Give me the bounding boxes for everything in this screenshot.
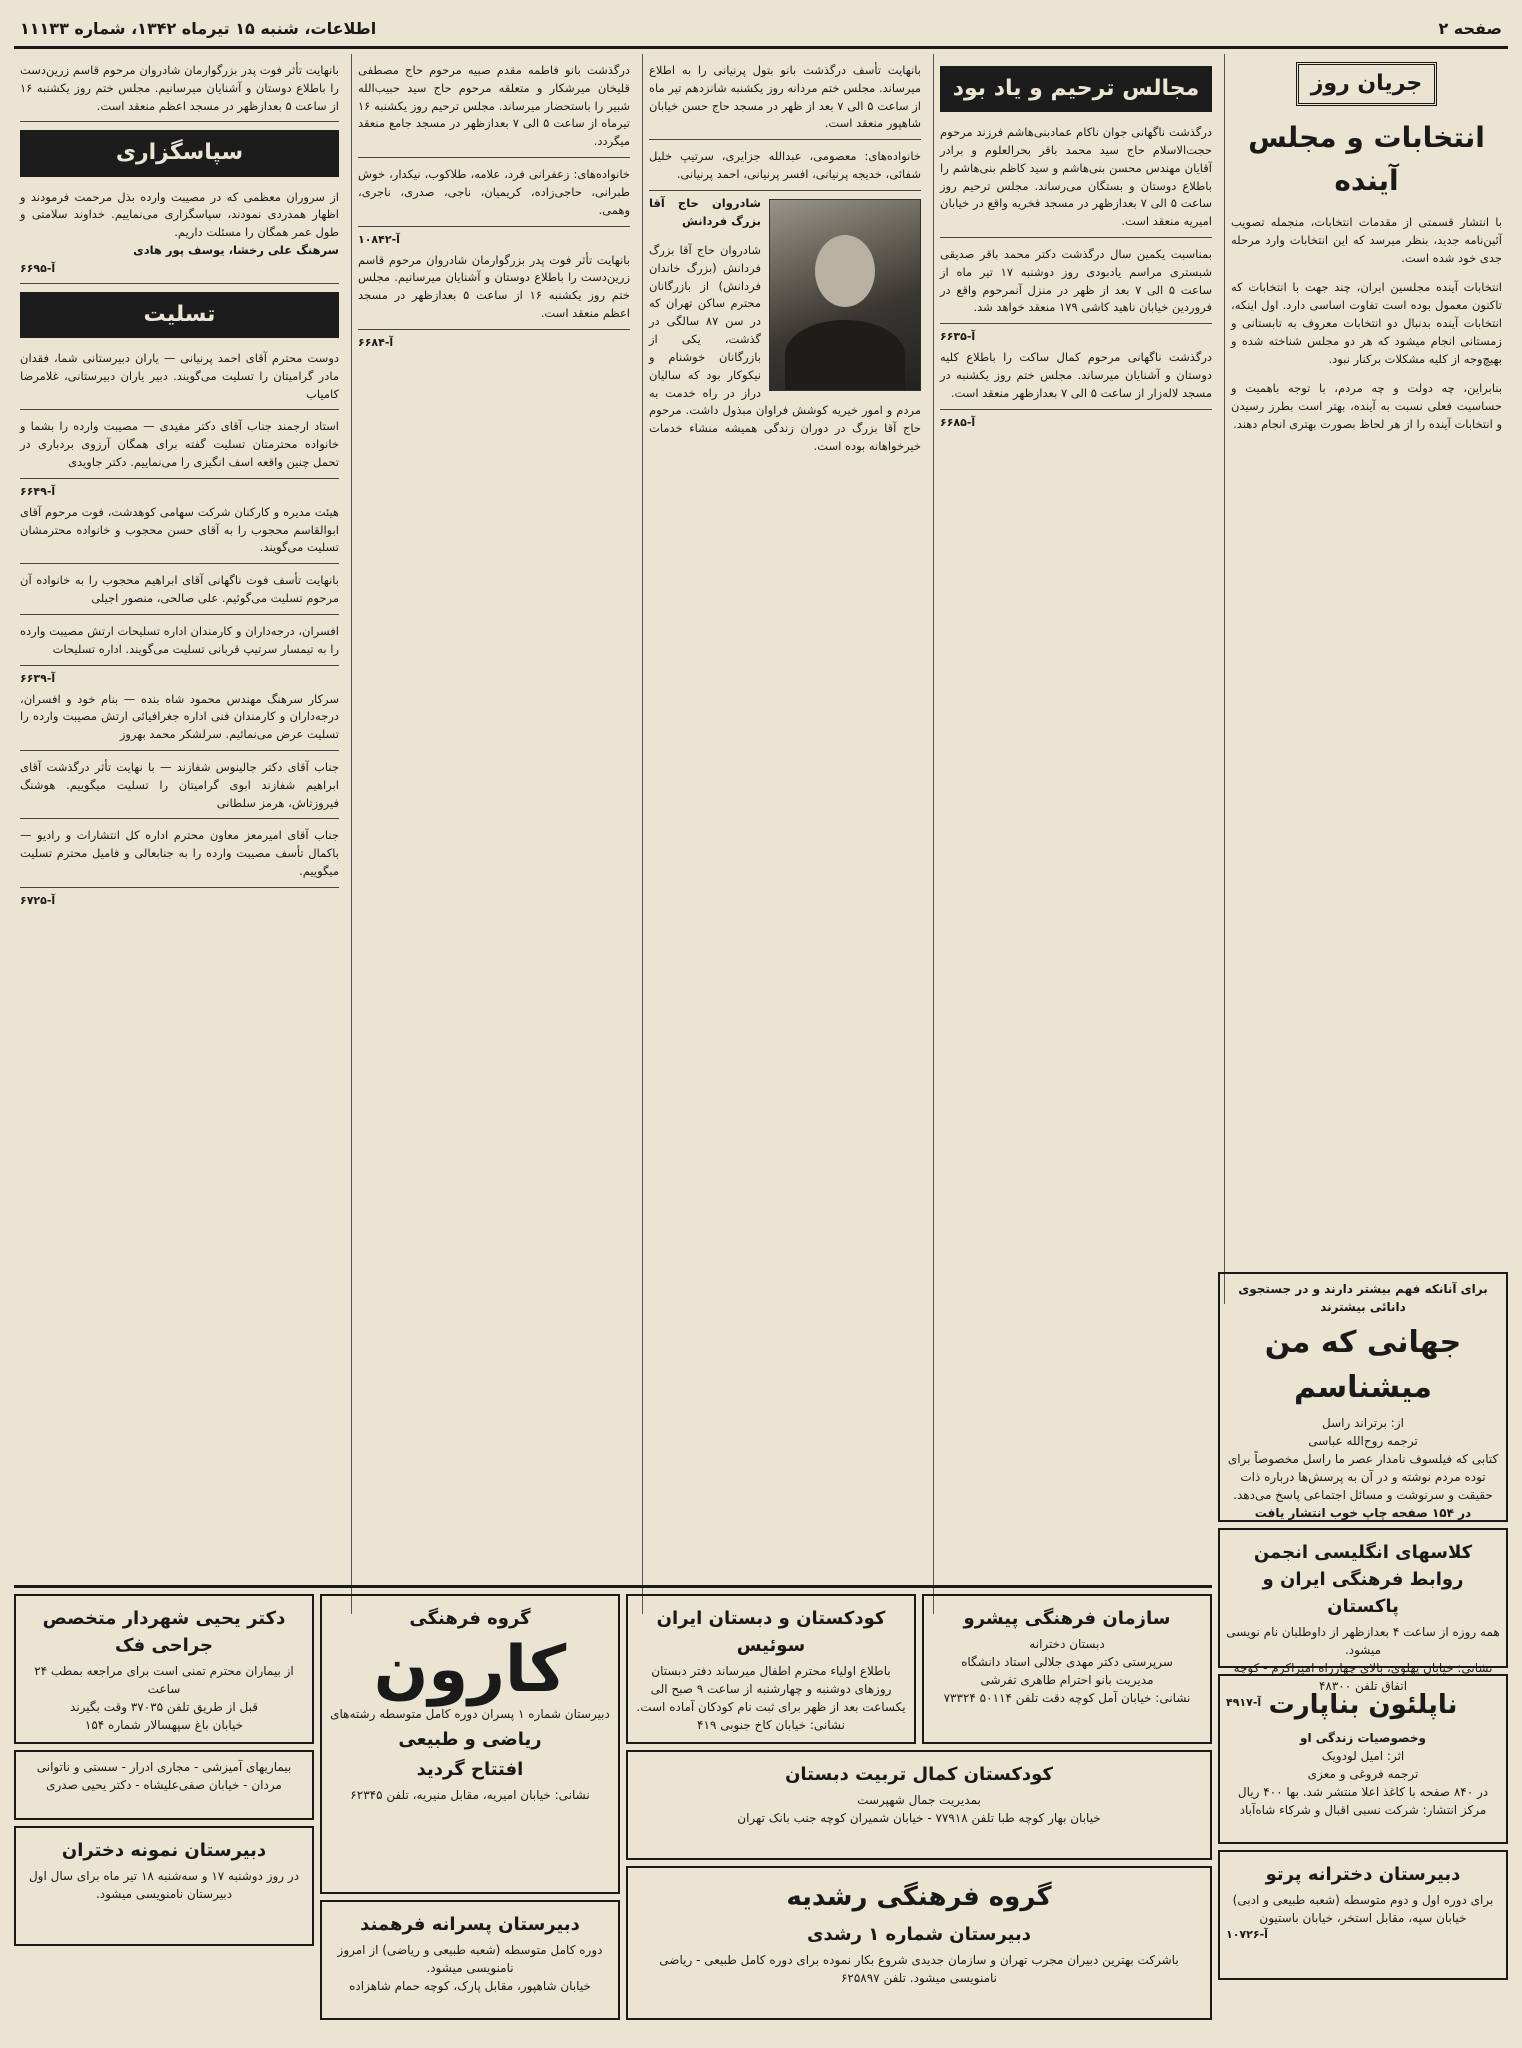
pishro-title: سازمان فرهنگی پیشرو — [963, 1608, 1171, 1629]
mourning-notice: خانواده‌های: زعفرانی فرد، علامه، طلاکوب، نیکدار، خوش طبرانی، حاجی‌زاده، کریمیان، ناجی، صدری، ناجری، وهمی. — [358, 162, 630, 226]
mourning-notice: بانهایت تأثر فوت پدر بزرگوارمان شادروان مرحوم قاسم زرین‌دست را باطلاع دوستان و آشنایان میرسانیم. مجلس ختم روز یکشنبه ۱۶ از ساعت ۵ بعدازظهر در مسجد اعظم منعقد است. — [358, 248, 630, 330]
book-ad-title: جهانی که من میشناسم — [1264, 1325, 1462, 1405]
napoleon-text: در ۸۴۰ صفحه با کاغذ اعلا منتشر شد. بها ۴۰۰ ریال — [1237, 1785, 1489, 1799]
condolence-notice: بانهایت تأسف فوت ناگهانی آقای ابراهیم محجوب را به خانواده آن مرحوم تسلیت می‌گوئیم. علی صالحی، منصور اجیلی — [20, 568, 339, 615]
carroon-name: کارون — [373, 1633, 567, 1707]
notice-code: آ-۶۷۲۵ — [20, 893, 56, 907]
mourning-notice: بمناسبت یکمین سال درگذشت دکتر محمد باقر صدیقی شبستری مراسم یادبودی روز دوشنبه ۱۷ تیر ماه از ساعت ۵ الی ۷ بعد از ظهر در منزل آنمرحوم واقع در فروردین خیابان ناهید کاشی ۱۷۹ منعقد خواهد شد. — [940, 242, 1212, 324]
thanks-text: از سروران معظمی که در مصیبت وارده بذل مرحمت فرمودند و اظهار همدردی نمودند، سپاسگزاری می‌نماییم. خداوند سلامتی و طول عمر همگان را مسئلت داریم. — [20, 189, 339, 240]
editorial-paragraph: با انتشار قسمتی از مقدمات انتخابات، منجمله تصویب آئین‌نامه جدید، بنظر میرسد که این انتخابات وارد مرحله جدی خود شده است. — [1231, 215, 1502, 265]
mourning-notice: بانهایت تأثر فوت پدر بزرگوارمان شادروان مرحوم قاسم زرین‌دست را باطلاع دوستان و آشنایان میرسانیم. مجلس ختم روز یکشنبه ۱۶ از ساعت ۵ بعدازظهر در مسجد اعظم منعقد است. — [20, 58, 339, 122]
pishro-line: مدیریت بانو احترام طاهری تفرشی — [980, 1673, 1154, 1687]
bottom-ad-area — [14, 1585, 1212, 2038]
notice-code: آ-۶۶۸۴ — [358, 335, 394, 349]
condolence-notice: دوست محترم آقای احمد پرنیانی — یاران دبیرستانی شما، فقدان مادر گرامیتان را تسلیت می‌گویند. دبیر یاران دبیرستانی، غلامرضا کامیاب — [20, 346, 339, 410]
book-ad-text: کتابی که فیلسوف نامدار عصر ما راسل مخصوصاً برای توده مردم نوشته و در آن به پرسش‌ها درباره ذات حقیقت و سرنوشت و مسائل اجتماعی پاسخ می‌دهد. — [1227, 1452, 1499, 1502]
book-ad-author: از: برتراند راسل — [1322, 1416, 1404, 1430]
editorial-paragraph: بنابراین، چه دولت و چه مردم، با توجه باهمیت و حساسیت فعلی نسبت به آینده، بهتر است بطرز رسیدن و انتخابات آینده را از هر لحاظ بصورت بهتری انجام دهند. — [1231, 380, 1502, 431]
condolence-notice: هیئت مدیره و کارکنان شرکت سهامی کوهدشت، فوت مرحوم آقای ابوالقاسم محجوب را به آقای حسن محجوب و خانواده محترمشان تسلیت می‌گویند. — [20, 500, 339, 564]
dentist-line: از بیماران محترم تمنی است برای مراجعه بمطب ۲۴ ساعت — [34, 1664, 294, 1696]
right-ad-stack — [1218, 1272, 1508, 1986]
ad-code: آ-۱۰۷۲۶ — [1226, 1928, 1268, 1941]
clinic-ad — [14, 1750, 314, 1820]
ad-code: آ-۴۹۱۷ — [1226, 1696, 1262, 1709]
parto-school-address: خیابان سپه، مقابل استخر، خیابان باستیون — [1259, 1911, 1467, 1925]
mourning-column-a — [933, 54, 1218, 1614]
masthead — [14, 10, 1508, 49]
page-label: صفحه ۲ — [1438, 18, 1502, 38]
napoleon-sub: وخصوصیات زندگی او — [1300, 1731, 1426, 1745]
roshdieh-text: باشرکت بهترین دبیران مجرب تهران و سازمان جدیدی شروع بکار نموده برای دوره کامل طبیعی - ریاضی نامنویسی میشود. تلفن ۶۲۵۸۹۷ — [659, 1953, 1179, 1985]
parto-school-ad — [1218, 1850, 1508, 1980]
boys-school-ad — [320, 1900, 620, 2020]
portrait-photo — [769, 199, 921, 391]
notice-code: آ-۶۶۳۹ — [20, 671, 56, 685]
thanks-notice — [20, 185, 339, 284]
current-events-column — [1224, 54, 1508, 1304]
carroon-fields: ریاضی و طبیعی — [398, 1729, 542, 1751]
english-classes-title: کلاسهای انگلیسی انجمن روابط فرهنگی ایران و پاکستان — [1253, 1542, 1473, 1617]
mourning-column-c — [351, 54, 636, 1614]
obituary-caption: شادروان حاج آقا بزرگ فردانش — [649, 195, 761, 228]
dentist-ad — [14, 1594, 314, 1744]
book-ad-translator: ترجمه روح‌الله عباسی — [1308, 1434, 1418, 1448]
condolence-notice: جناب آقای دکتر جالینوس شفازند — با نهایت تأثر درگذشت آقای ابراهیم شفازند ابوی گرامیتان را تسلیت میگوییم. هوشنگ فیروزتاش، هرمز سلطانی — [20, 755, 339, 819]
napoleon-translator: ترجمه فروغی و معزی — [1307, 1767, 1419, 1781]
clinic-text: بیماریهای آمیزشی - مجاری ادرار - سستی و ناتوانی مردان - خیابان صفی‌علیشاه - دکتر یحیی صدری — [36, 1760, 292, 1792]
carroon-address: نشانی: خیابان امیریه، مقابل منیریه، تلفن ۶۲۳۴۵ — [350, 1788, 590, 1803]
boys-school-text: دوره کامل متوسطه (شعبه طبیعی و ریاضی) از امروز نامنویسی میشود. — [337, 1943, 603, 1975]
condolence-title: تسلیت — [20, 292, 339, 338]
swiss-text: باطلاع اولیاء محترم اطفال میرساند دفتر دبستان روزهای دوشنبه و چهارشنبه از ساعت ۹ صبح الی یکساعت بعد از ظهر برای ثبت نام کودکان آماده است. نشانی: خیابان کاخ جنوبی ۴۱۹ — [636, 1664, 906, 1732]
boys-school-address: خیابان شاهپور، مقابل پارک، کوچه حمام شاهزاده — [349, 1979, 591, 1993]
carroon-opening: افتتاح گردید — [416, 1759, 524, 1781]
mourning-title: مجالس ترحیم و یاد بود — [940, 66, 1212, 112]
mourning-notice: درگذشت ناگهانی جوان ناکام عمادبنی‌هاشم فرزند مرحوم حجت‌الاسلام حاج سید محمد باقر بحرالعلوم و برادر آقایان مهندس محسن بنی‌هاشم و سید کاظم بنی‌هاشم را باطلاع دوستان و بستگان می‌رساند. مجلس ترحیم روز ساعت ۵ الی ۷ بعدازظهر در مسجد فخریه واقع در خیابان امیریه منعقد است. — [940, 120, 1212, 238]
napoleon-book-ad — [1218, 1674, 1508, 1844]
dentist-phone: قبل از طریق تلفن ۳۷۰۳۵ وقت بگیرند — [70, 1700, 258, 1714]
mourning-notice: درگذشت بانو فاطمه مقدم صبیه مرحوم حاج مصطفی قلیخان میرشکار و متعلقه مرحوم حاج سید حبیب‌الله شبیر را باستحضار میرساند. مجلس ترحیم روز یکشنبه ۱۶ تیرماه از ساعت ۵ الی ۷ بعدازظهر در مسجد جامع منعقد میگردد. — [358, 58, 630, 158]
notice-code: آ-۶۶۳۵ — [940, 330, 976, 344]
notice-code: آ-۶۶۹۵ — [20, 261, 56, 275]
mourning-notice: درگذشت ناگهانی مرحوم کمال ساکت را باطلاع کلیه دوستان و آشنایان میرساند. مجلس ختم روز یکشنبه در مسجد لاله‌زار از ساعت ۵ الی ۷ بعدازظهر منعقد است. — [940, 345, 1212, 409]
english-classes-address: نشانی: خیابان پهلوی، بالای چهارراه امیراکرم - کوچه اتفاق تلفن ۴۸۳۰۰ — [1233, 1661, 1493, 1693]
napoleon-center: مرکز انتشار: شرکت نسبی اقبال و شرکاء شاه‌آباد — [1239, 1803, 1487, 1817]
girls-school-text: در روز دوشنبه ۱۷ و سه‌شنبه ۱۸ تیر ماه برای سال اول دبیرستان نامنویسی میشود. — [28, 1869, 300, 1901]
kamal-address: خیابان بهار کوچه طبا تلفن ۷۷۹۱۸ - خیابان شمیران کوچه جنب بانک تهران — [737, 1811, 1101, 1825]
english-classes-text: همه روزه از ساعت ۴ بعدازظهر از داوطلبان نام نویسی میشود. — [1226, 1625, 1500, 1657]
editorial-paragraph: انتخابات آینده مجلسین ایران، چند جهت با انتخابات که تاکنون معمول بوده است تفاوت اساسی دارد. اول اینکه، انتخابات آینده بدنبال دو انتخابات معروف به تابستانی و زمستانی انجام میشود که هر دو مجلس شناخته شده و بهیچ‌وجه از کلیه مشکلات برکنار نبود. — [1231, 280, 1502, 366]
dentist-title: دکتر یحیی شهردار متخصص جراحی فک — [42, 1608, 286, 1656]
condolence-notice: افسران، درجه‌داران و کارمندان اداره تسلیحات ارتش مصیبت وارده را به تیمسار سرتیپ قربانی تسلیت می‌گویند. اداره تسلیحات — [20, 619, 339, 666]
condolence-notice: سرکار سرهنگ مهندس محمود شاه بنده — بنام خود و افسران، درجه‌داران و کارمندان فنی اداره جغرافیائی ارتش مصیبت وارده را تسلیت عرض می‌نمائیم. سرلشکر محمد بهروز — [20, 687, 339, 751]
notice-code: آ-۶۶۴۹ — [20, 484, 56, 498]
book-ad-world — [1218, 1272, 1508, 1522]
obituary-photo-block — [649, 195, 921, 456]
dentist-address: خیابان باغ سپهسالار شماره ۱۵۴ — [84, 1718, 244, 1732]
girls-school-ad — [14, 1826, 314, 1946]
thanks-condolence-column — [14, 54, 345, 1614]
girls-school-title: دبیرستان نمونه دختران — [61, 1840, 267, 1861]
mourning-notice: بانهایت تأسف درگذشت بانو بتول پرنیانی را به اطلاع میرساند. مجلس ختم مردانه روز یکشنبه شانزدهم تیر ماه از ساعت ۵ الی ۷ بعد از ظهر در مسجد حاج حسن خیابان شاهپور منعقد است. — [649, 58, 921, 140]
thanks-signature: سرهنگ علی رخشا، یوسف پور هادی — [133, 242, 339, 257]
carroon-sub: دبیرستان شماره ۱ پسران دوره کامل متوسطه رشته‌های — [330, 1707, 610, 1722]
carroon-school-ad — [320, 1594, 620, 1894]
pishro-line: سرپرستی دکتر مهدی جلالی استاد دانشگاه — [961, 1655, 1173, 1669]
pishro-school-ad — [922, 1594, 1212, 1744]
obituary-text: شادروان حاج آقا بزرگ فردانش (بزرگ خاندان فردانش) از بازرگانان محترم ساکن تهران که در سن ۸۷ سالگی در گذشت، یکی از بازرگانان خوشنام و نیکوکار بود که سالیان دراز در راه خدمت به مردم و امور خیریه کوشش فراوان مبذول داشت. مرحوم حاج آقا بزرگ در دوران زندگی همیشه منشاء خدمات خیرخواهانه بوده است. — [649, 243, 921, 453]
notice-code: آ-۱۰۸۴۲ — [358, 232, 400, 246]
boys-school-title: دبیرستان پسرانه فرهمند — [360, 1914, 580, 1935]
napoleon-title: ناپلئون بناپارت — [1268, 1690, 1458, 1720]
issue-line: اطلاعات، شنبه ۱۵ تیرماه ۱۳۴۲، شماره ۱۱۱۳۳ — [20, 18, 377, 38]
current-events-badge: جریان روز — [1296, 62, 1438, 106]
notice-code: آ-۶۶۸۵ — [940, 415, 976, 429]
kamal-title: کودکستان کمال تربیت دبستان — [785, 1764, 1053, 1785]
roshdieh-title: گروه فرهنگی رشدیه — [786, 1882, 1052, 1912]
pishro-line: دبستان دخترانه — [1029, 1637, 1105, 1651]
roshdieh-ad — [626, 1866, 1212, 2020]
pishro-line: نشانی: خیابان آمل کوچه دقت تلفن ۵۰۱۱۴ ۷۳۳۲۴ — [943, 1691, 1191, 1705]
napoleon-author: اثر: امیل لودویک — [1321, 1749, 1405, 1763]
swiss-title: کودکستان و دبستان ایران سوئیس — [656, 1608, 886, 1656]
roshdieh-sub: دبیرستان شماره ۱ رشدی — [807, 1924, 1031, 1945]
mourning-column-b — [642, 54, 927, 1614]
mourning-notice: خانواده‌های: معصومی، عبدالله جزایری، سرتیپ خلیل شفائی، خدیجه پرنیانی، افسر پرنیانی، احمد پرنیانی. — [649, 144, 921, 191]
thanks-title: سپاسگزاری — [20, 130, 339, 176]
parto-school-text: برای دوره اول و دوم متوسطه (شعبه طبیعی و ادبی) — [1232, 1893, 1494, 1907]
swiss-kindergarten-ad — [626, 1594, 916, 1744]
newspaper-page — [14, 10, 1508, 2038]
current-events-headline: انتخابات و مجلس آینده — [1248, 121, 1485, 198]
kamal-school-ad — [626, 1750, 1212, 1860]
kamal-sub: بمدیریت جمال شهپرست — [857, 1793, 981, 1807]
parto-school-title: دبیرستان دخترانه پرتو — [1265, 1864, 1461, 1885]
condolence-notice: استاد ارجمند جناب آقای دکتر مفیدی — مصیبت وارده را بشما و خانواده محترمتان تسلیت گفته برای همگان آرزوی بردباری در تحمل چنین واقعه اسف انگیزی را می‌نماییم. دکتر جاویدی — [20, 414, 339, 478]
carroon-group: گروه فرهنگی — [409, 1608, 531, 1629]
book-ad-footer: در ۱۵۴ صفحه چاپ خوب انتشار یافت — [1254, 1506, 1472, 1520]
book-ad-tagline: برای آنانکه فهم بیشتر دارند و در جستجوی دانائی بیشترند — [1238, 1282, 1488, 1314]
condolence-notice: جناب آقای امیرمعز معاون محترم اداره کل انتشارات و رادیو — باکمال تأسف مصیبت وارده را به جنابعالی و فامیل محترم تسلیت میگوییم. — [20, 823, 339, 887]
